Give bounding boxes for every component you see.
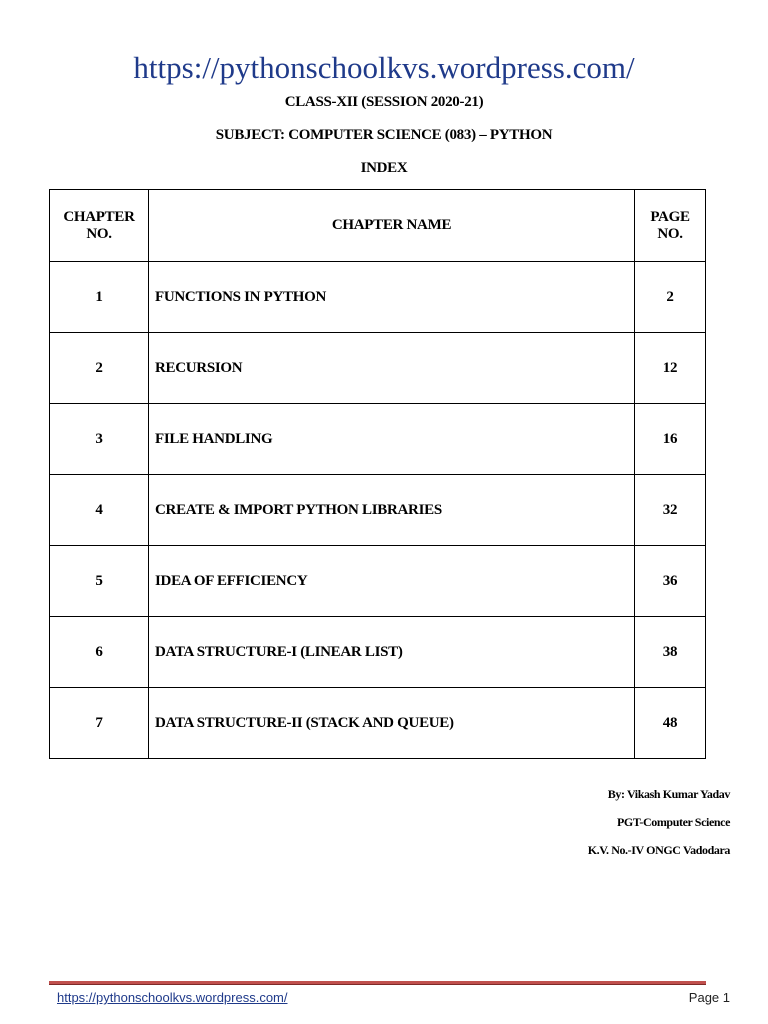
table-row [50,546,706,617]
author-name: By: Vikash Kumar Yadav [607,787,730,801]
footer-page-number: Page 1 [688,990,730,1005]
page-number: 32 [635,475,706,546]
table-row [50,617,706,688]
class-session-line: CLASS-XII (SESSION 2020-21) [284,94,484,110]
page-number: 12 [635,333,706,404]
page-url-title[interactable]: https://pythonschoolkvs.wordpress.com/ [133,50,635,85]
index-title: INDEX [360,160,408,176]
author-school: K.V. No.-IV ONGC Vadodara [587,843,730,857]
chapter-number: 3 [50,404,149,475]
page-number: 48 [635,688,706,759]
chapter-index-table [49,189,706,759]
table-row [50,262,706,333]
header-page-no: PAGE NO. [635,190,706,262]
page-number: 2 [635,262,706,333]
header-chapter-name: CHAPTER NAME [149,190,635,262]
chapter-name: FILE HANDLING [149,404,635,475]
chapter-number: 5 [50,546,149,617]
page-number: 16 [635,404,706,475]
chapter-name: CREATE & IMPORT PYTHON LIBRARIES [149,475,635,546]
subject-line: SUBJECT: COMPUTER SCIENCE (083) – PYTHON [215,127,553,143]
table-row [50,404,706,475]
table-row [50,475,706,546]
page-number: 38 [635,617,706,688]
chapter-name: FUNCTIONS IN PYTHON [149,262,635,333]
chapter-name: IDEA OF EFFICIENCY [149,546,635,617]
footer-divider [49,981,706,985]
chapter-name: DATA STRUCTURE-I (LINEAR LIST) [149,617,635,688]
chapter-number: 4 [50,475,149,546]
chapter-number: 7 [50,688,149,759]
chapter-name: DATA STRUCTURE-II (STACK AND QUEUE) [149,688,635,759]
chapter-number: 2 [50,333,149,404]
page-number: 36 [635,546,706,617]
footer-link[interactable]: https://pythonschoolkvs.wordpress.com/ [57,990,288,1005]
author-designation: PGT-Computer Science [617,815,730,829]
table-row [50,333,706,404]
chapter-number: 6 [50,617,149,688]
table-header-row [50,190,706,262]
table-row [50,688,706,759]
chapter-number: 1 [50,262,149,333]
header-chapter-no: CHAPTER NO. [50,190,149,262]
chapter-name: RECURSION [149,333,635,404]
